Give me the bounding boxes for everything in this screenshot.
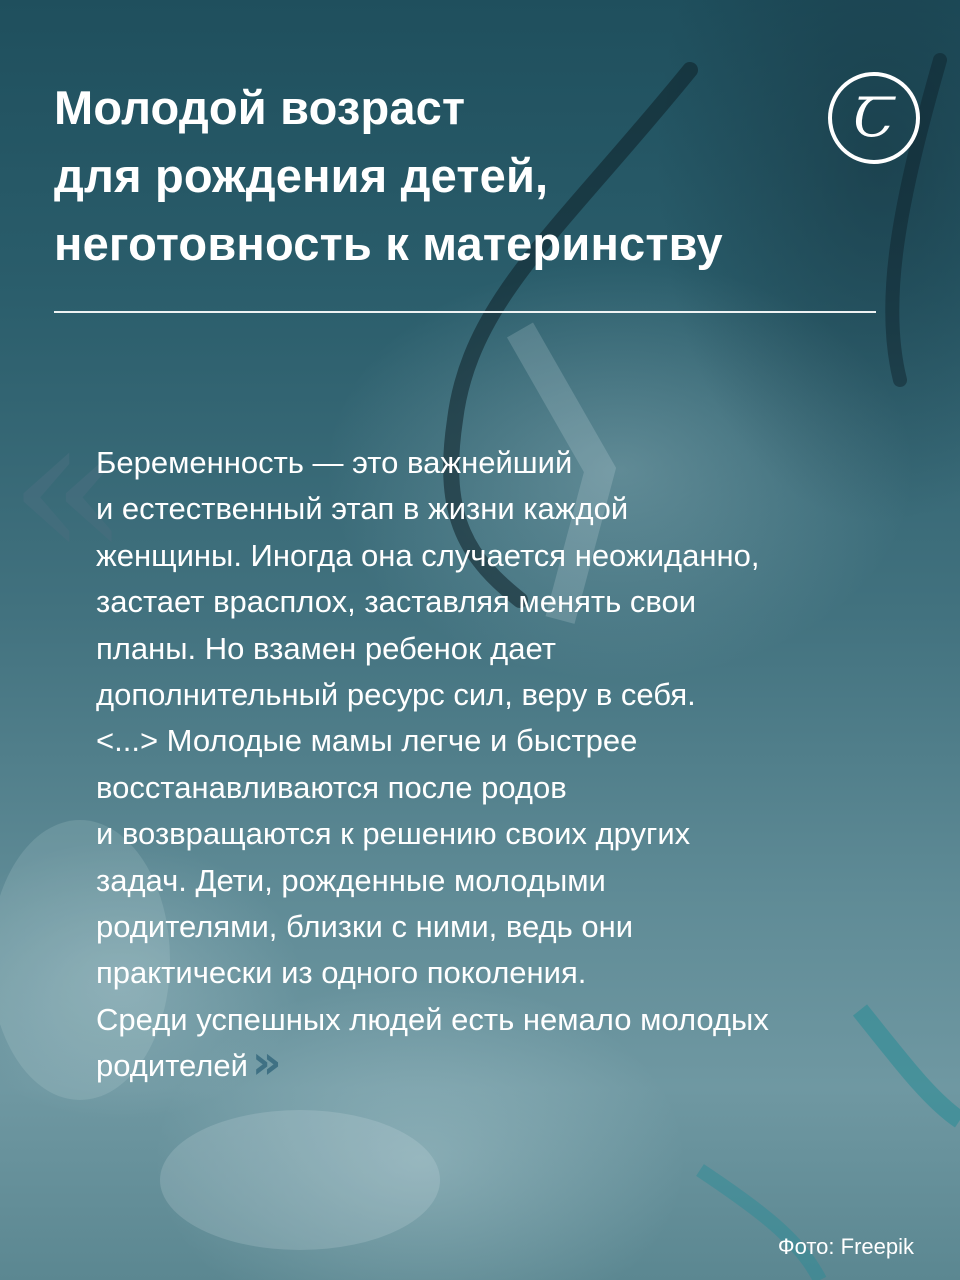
hand-shape [160, 1110, 440, 1250]
quote-body-text: Беременность — это важнейший и естественный этап в жизни каждой женщины. Иногда она случается неожиданно, застает врасплох, заставляя менять свои планы. Но взамен ребенок дает дополнительный ресурс сил, веру в себя. <...> Молодые мамы легче и быстрее восстанавливаются после родов и возвращаются к решению своих других задач. Дети, рожденные молодыми родителями, близки с ними, ведь они практически из одного поколения. Среди успешных людей есть немало молодых родителей [96, 445, 769, 1084]
quote-text [96, 440, 926, 1090]
open-quote-icon: « [8, 371, 121, 604]
divider [54, 311, 876, 313]
photo-credit: Фото: Freepik [777, 1234, 914, 1259]
page-title: Молодой возраст для рождения детей, неготовность к материнству [54, 81, 723, 270]
teal-stripe [700, 1170, 820, 1280]
publisher-logo [828, 72, 920, 164]
close-quote-icon: » [251, 1035, 274, 1090]
publisher-logo-icon: Ꞇ [853, 86, 895, 149]
